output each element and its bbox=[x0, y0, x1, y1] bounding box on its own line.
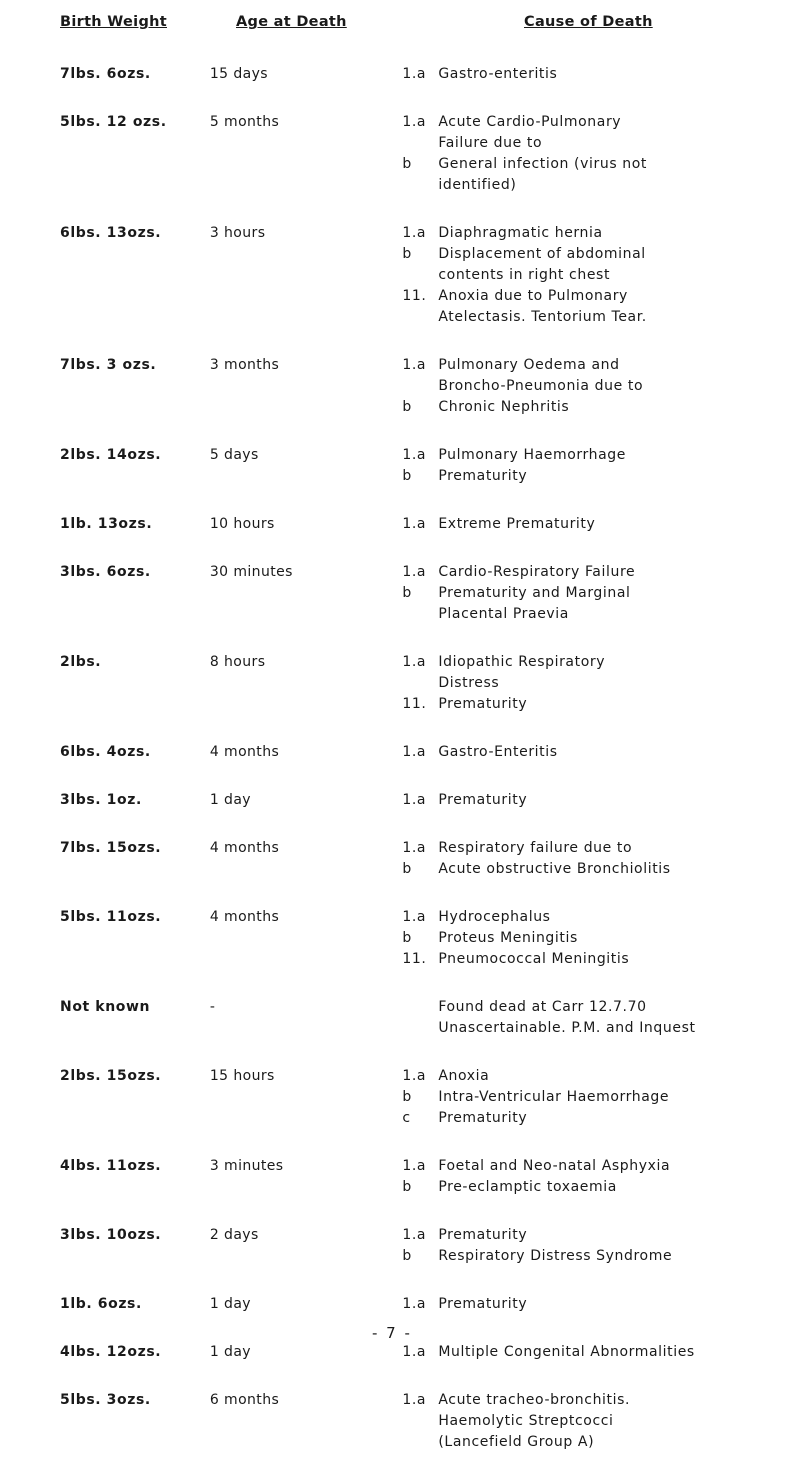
cause-line bbox=[402, 1411, 800, 1432]
page-number: - 7 - bbox=[372, 1324, 412, 1342]
cause-marker bbox=[402, 265, 438, 286]
cause-marker: b bbox=[402, 246, 412, 262]
cause-text: Intra-Ventricular Haemorrhage bbox=[438, 1089, 670, 1105]
cause-marker: 1.a bbox=[402, 66, 427, 82]
table-row bbox=[0, 1390, 800, 1453]
table-row bbox=[0, 742, 800, 763]
age-at-death-cell: 2 days bbox=[209, 1227, 259, 1243]
birth-weight-cell: 6lbs. 4ozs. bbox=[60, 744, 151, 760]
cause-line bbox=[402, 604, 800, 625]
cause-marker bbox=[402, 307, 438, 328]
table-row bbox=[0, 562, 800, 625]
cause-of-death-cell bbox=[402, 1294, 800, 1315]
cause-of-death-cell bbox=[402, 1390, 800, 1453]
cause-text: Idiopathic Respiratory bbox=[438, 654, 606, 670]
cause-text: Pulmonary Haemorrhage bbox=[438, 447, 626, 463]
age-at-death-cell: 3 hours bbox=[209, 225, 266, 241]
cause-marker: b bbox=[402, 585, 412, 601]
table-row bbox=[0, 1066, 800, 1129]
age-at-death-cell: 8 hours bbox=[209, 654, 266, 670]
cause-line bbox=[402, 64, 800, 85]
cause-marker: 11. bbox=[402, 288, 427, 304]
cause-text: Foetal and Neo-natal Asphyxia bbox=[438, 1158, 671, 1174]
cause-text: Anoxia due to Pulmonary bbox=[438, 288, 628, 304]
cause-marker: 1.a bbox=[402, 1068, 427, 1084]
table-row bbox=[0, 223, 800, 328]
records-table bbox=[0, 64, 800, 1480]
cause-marker bbox=[402, 673, 438, 694]
birth-weight-cell: 5lbs. 11ozs. bbox=[60, 909, 162, 925]
cause-of-death-cell bbox=[402, 1225, 800, 1267]
cause-line bbox=[402, 790, 800, 811]
cause-text: Prematurity bbox=[438, 1110, 528, 1126]
cause-marker bbox=[402, 1411, 438, 1432]
birth-weight-cell: 3lbs. 10ozs. bbox=[60, 1227, 162, 1243]
age-at-death-cell: 6 months bbox=[209, 1392, 280, 1408]
cause-marker bbox=[402, 133, 438, 154]
birth-weight-cell: 1lb. 13ozs. bbox=[60, 516, 153, 532]
cause-of-death-cell bbox=[402, 838, 800, 880]
cause-marker: 1.a bbox=[402, 225, 427, 241]
cause-line bbox=[402, 997, 800, 1018]
cause-line bbox=[402, 1156, 800, 1177]
cause-line bbox=[402, 397, 800, 418]
cause-text: Cardio-Respiratory Failure bbox=[438, 564, 636, 580]
cause-of-death-cell bbox=[402, 1156, 800, 1198]
cause-marker: 1.a bbox=[402, 909, 427, 925]
cause-marker: 1.a bbox=[402, 1296, 427, 1312]
cause-line bbox=[402, 583, 800, 604]
cause-line bbox=[402, 562, 800, 583]
cause-line bbox=[402, 445, 800, 466]
birth-weight-cell: 2lbs. 14ozs. bbox=[60, 447, 162, 463]
birth-weight-cell: 3lbs. 1oz. bbox=[60, 792, 142, 808]
age-at-death-cell: 1 day bbox=[209, 1296, 251, 1312]
cause-line bbox=[402, 286, 800, 307]
cause-line bbox=[402, 673, 800, 694]
cause-of-death-cell bbox=[402, 1342, 800, 1363]
cause-text: Prematurity bbox=[438, 468, 528, 484]
cause-text: contents in right chest bbox=[438, 267, 611, 283]
cause-text: Atelectasis. Tentorium Tear. bbox=[438, 309, 647, 325]
cause-marker bbox=[402, 1432, 438, 1453]
cause-text: Pneumococcal Meningitis bbox=[438, 951, 630, 967]
cause-text: Prematurity bbox=[438, 696, 528, 712]
cause-of-death-cell bbox=[402, 1066, 800, 1129]
birth-weight-cell: 5lbs. 12 ozs. bbox=[60, 114, 167, 130]
cause-text: Acute tracheo-bronchitis. bbox=[438, 1392, 631, 1408]
birth-weight-cell: 7lbs. 15ozs. bbox=[60, 840, 162, 856]
cause-of-death-cell bbox=[402, 907, 800, 970]
cause-marker bbox=[402, 997, 438, 1018]
cause-marker bbox=[402, 175, 438, 196]
cause-text: Placental Praevia bbox=[438, 606, 569, 622]
cause-text: Extreme Prematurity bbox=[438, 516, 596, 532]
cause-line bbox=[402, 265, 800, 286]
cause-line bbox=[402, 928, 800, 949]
birth-weight-cell: 7lbs. 6ozs. bbox=[60, 66, 151, 82]
cause-marker: 1.a bbox=[402, 744, 427, 760]
cause-text: Haemolytic Streptcocci bbox=[438, 1413, 614, 1429]
age-at-death-cell: 4 months bbox=[209, 840, 280, 856]
birth-weight-cell: 4lbs. 12ozs. bbox=[60, 1344, 162, 1360]
cause-line bbox=[402, 1177, 800, 1198]
cause-line bbox=[402, 859, 800, 880]
cause-line bbox=[402, 1066, 800, 1087]
cause-line bbox=[402, 1225, 800, 1246]
cause-line bbox=[402, 1432, 800, 1453]
cause-marker: 1.a bbox=[402, 654, 427, 670]
cause-line bbox=[402, 1342, 800, 1363]
cause-text: (Lancefield Group A) bbox=[438, 1434, 595, 1450]
table-row bbox=[0, 652, 800, 715]
cause-text: Prematurity bbox=[438, 792, 528, 808]
cause-line bbox=[402, 154, 800, 175]
table-row bbox=[0, 514, 800, 535]
age-at-death-cell: 1 day bbox=[209, 792, 251, 808]
birth-weight-cell: 2lbs. bbox=[60, 654, 102, 670]
cause-text: identified) bbox=[438, 177, 517, 193]
cause-of-death-cell bbox=[402, 742, 800, 763]
cause-line bbox=[402, 907, 800, 928]
age-at-death-cell: 15 hours bbox=[209, 1068, 275, 1084]
cause-text: Diaphragmatic hernia bbox=[438, 225, 603, 241]
cause-marker: b bbox=[402, 1179, 412, 1195]
cause-marker: 1.a bbox=[402, 1392, 427, 1408]
cause-marker: 1.a bbox=[402, 1227, 427, 1243]
cause-of-death-cell bbox=[402, 514, 800, 535]
cause-marker: 1.a bbox=[402, 114, 427, 130]
cause-line bbox=[402, 652, 800, 673]
table-row bbox=[0, 1294, 800, 1315]
age-at-death-cell: 30 minutes bbox=[209, 564, 293, 580]
cause-marker: 1.a bbox=[402, 564, 427, 580]
cause-text: Prematurity bbox=[438, 1296, 528, 1312]
cause-line bbox=[402, 133, 800, 154]
cause-marker: 1.a bbox=[402, 516, 427, 532]
age-at-death-cell: 1 day bbox=[209, 1344, 251, 1360]
cause-marker: b bbox=[402, 930, 412, 946]
cause-line bbox=[402, 949, 800, 970]
cause-marker: b bbox=[402, 1248, 412, 1264]
cause-line bbox=[402, 112, 800, 133]
cause-of-death-cell bbox=[402, 223, 800, 328]
cause-line bbox=[402, 307, 800, 328]
cause-text: Failure due to bbox=[438, 135, 543, 151]
cause-of-death-cell bbox=[402, 445, 800, 487]
birth-weight-cell: 7lbs. 3 ozs. bbox=[60, 357, 157, 373]
cause-marker bbox=[402, 1018, 438, 1039]
cause-line bbox=[402, 1390, 800, 1411]
cause-of-death-cell bbox=[402, 355, 800, 418]
cause-marker: c bbox=[402, 1110, 411, 1126]
table-row bbox=[0, 907, 800, 970]
cause-line bbox=[402, 838, 800, 859]
cause-text: Broncho-Pneumonia due to bbox=[438, 378, 644, 394]
cause-line bbox=[402, 1294, 800, 1315]
cause-of-death-cell bbox=[402, 64, 800, 85]
age-at-death-cell: 5 months bbox=[209, 114, 280, 130]
cause-text: Distress bbox=[438, 675, 500, 691]
birth-weight-cell: Not known bbox=[60, 999, 151, 1015]
age-at-death-cell: 3 minutes bbox=[209, 1158, 284, 1174]
cause-marker: 1.a bbox=[402, 1344, 427, 1360]
cause-marker: 11. bbox=[402, 951, 427, 967]
cause-text: Pre-eclamptic toxaemia bbox=[438, 1179, 617, 1195]
age-at-death-cell: 4 months bbox=[209, 909, 280, 925]
cause-text: Unascertainable. P.M. and Inquest bbox=[438, 1020, 696, 1036]
cause-line bbox=[402, 244, 800, 265]
cause-text: Prematurity bbox=[438, 1227, 528, 1243]
age-at-death-cell: 10 hours bbox=[209, 516, 275, 532]
cause-text: Prematurity and Marginal bbox=[438, 585, 631, 601]
table-row bbox=[0, 355, 800, 418]
age-at-death-cell: - bbox=[209, 999, 216, 1015]
cause-marker: b bbox=[402, 1089, 412, 1105]
age-at-death-cell: 3 months bbox=[209, 357, 280, 373]
cause-text: General infection (virus not bbox=[438, 156, 647, 172]
cause-text: Chronic Nephritis bbox=[438, 399, 570, 415]
cause-text: Acute Cardio-Pulmonary bbox=[438, 114, 622, 130]
cause-text: Multiple Congenital Abnormalities bbox=[438, 1344, 695, 1360]
table-row bbox=[0, 838, 800, 880]
birth-weight-cell: 4lbs. 11ozs. bbox=[60, 1158, 162, 1174]
table-row bbox=[0, 997, 800, 1039]
cause-line bbox=[402, 742, 800, 763]
cause-marker bbox=[402, 376, 438, 397]
cause-line bbox=[402, 223, 800, 244]
cause-text: Hydrocephalus bbox=[438, 909, 551, 925]
table-row bbox=[0, 790, 800, 811]
cause-text: Pulmonary Oedema and bbox=[438, 357, 620, 373]
birth-weight-cell: 6lbs. 13ozs. bbox=[60, 225, 162, 241]
table-row bbox=[0, 1225, 800, 1267]
cause-text: Gastro-Enteritis bbox=[438, 744, 558, 760]
age-at-death-cell: 4 months bbox=[209, 744, 280, 760]
birth-weight-cell: 3lbs. 6ozs. bbox=[60, 564, 151, 580]
header-cause-of-death: Cause of Death bbox=[524, 14, 653, 30]
table-row bbox=[0, 1342, 800, 1363]
cause-marker: 11. bbox=[402, 696, 427, 712]
cause-of-death-cell bbox=[402, 562, 800, 625]
table-row bbox=[0, 112, 800, 196]
cause-marker: 1.a bbox=[402, 447, 427, 463]
cause-text: Anoxia bbox=[438, 1068, 490, 1084]
cause-line bbox=[402, 1246, 800, 1267]
cause-text: Gastro-enteritis bbox=[438, 66, 558, 82]
cause-line bbox=[402, 376, 800, 397]
table-row bbox=[0, 1156, 800, 1198]
cause-marker: 1.a bbox=[402, 840, 427, 856]
cause-line bbox=[402, 466, 800, 487]
cause-line bbox=[402, 1087, 800, 1108]
birth-weight-cell: 5lbs. 3ozs. bbox=[60, 1392, 151, 1408]
age-at-death-cell: 15 days bbox=[209, 66, 268, 82]
cause-of-death-cell bbox=[402, 112, 800, 196]
cause-marker: b bbox=[402, 468, 412, 484]
cause-marker: b bbox=[402, 399, 412, 415]
birth-weight-cell: 1lb. 6ozs. bbox=[60, 1296, 142, 1312]
cause-marker bbox=[402, 604, 438, 625]
age-at-death-cell: 5 days bbox=[209, 447, 259, 463]
cause-text: Found dead at Carr 12.7.70 bbox=[438, 999, 647, 1015]
cause-marker: b bbox=[402, 156, 412, 172]
cause-line bbox=[402, 355, 800, 376]
cause-marker: 1.a bbox=[402, 792, 427, 808]
cause-of-death-cell bbox=[402, 652, 800, 715]
cause-text: Acute obstructive Bronchiolitis bbox=[438, 861, 671, 877]
cause-marker: 1.a bbox=[402, 1158, 427, 1174]
table-row bbox=[0, 64, 800, 85]
birth-weight-cell: 2lbs. 15ozs. bbox=[60, 1068, 162, 1084]
table-row bbox=[0, 445, 800, 487]
cause-line bbox=[402, 175, 800, 196]
cause-text: Proteus Meningitis bbox=[438, 930, 578, 946]
cause-of-death-cell bbox=[402, 790, 800, 811]
cause-of-death-cell bbox=[402, 997, 800, 1039]
cause-text: Displacement of abdominal bbox=[438, 246, 646, 262]
cause-marker: b bbox=[402, 861, 412, 877]
header-birth-weight: Birth Weight bbox=[60, 14, 167, 30]
header-age-at-death: Age at Death bbox=[236, 14, 347, 30]
cause-line bbox=[402, 694, 800, 715]
cause-line bbox=[402, 1108, 800, 1129]
cause-text: Respiratory Distress Syndrome bbox=[438, 1248, 673, 1264]
cause-line bbox=[402, 1018, 800, 1039]
cause-text: Respiratory failure due to bbox=[438, 840, 633, 856]
cause-line bbox=[402, 514, 800, 535]
cause-marker: 1.a bbox=[402, 357, 427, 373]
